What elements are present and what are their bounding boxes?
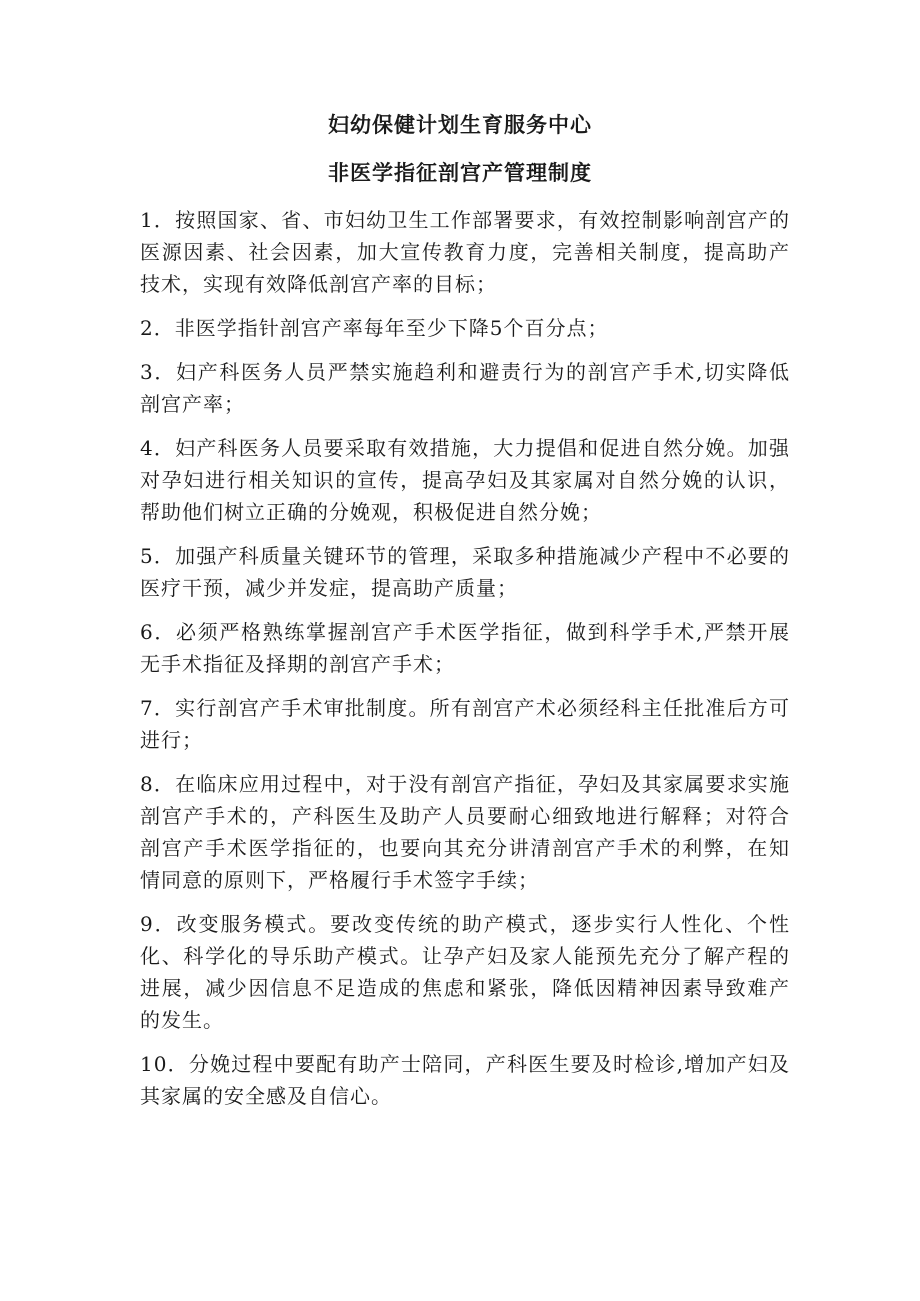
regulation-item-9: 9．改变服务模式。要改变传统的助产模式，逐步实行人性化、个性化、科学化的导乐助产模式。让孕产妇及家人能预先充分了解产程的进展，减少因信息不足造成的焦虑和紧张，降低因精神因素导致难产的发生。	[140, 912, 790, 1032]
regulation-item-2: 2．非医学指针剖宫产率每年至少下降5个百分点；	[140, 316, 609, 340]
regulation-item-8: 8．在临床应用过程中，对于没有剖宫产指征，孕妇及其家属要求实施剖宫产手术的，产科医生及助产人员要耐心细致地进行解释；对符合剖宫产手术医学指征的，也要向其充分讲清剖宫产手术的利弊，在知情同意的原则下，严格履行手术签字手续；	[140, 772, 790, 892]
document-title: 非医学指征剖宫产管理制度	[328, 161, 592, 185]
regulation-item-6: 6．必须严格熟练掌握剖宫产手术医学指征，做到科学手术,严禁开展无手术指征及择期的剖宫产手术；	[140, 620, 790, 676]
regulation-item-3: 3．妇产科医务人员严禁实施趋利和避责行为的剖宫产手术,切实降低剖宫产率；	[140, 360, 790, 416]
regulation-item-7: 7．实行剖宫产手术审批制度。所有剖宫产术必须经科主任批准后方可进行；	[140, 696, 790, 752]
regulation-item-4: 4．妇产科医务人员要采取有效措施，大力提倡和促进自然分娩。加强对孕妇进行相关知识的宣传，提高孕妇及其家属对自然分娩的认识，帮助他们树立正确的分娩观，积极促进自然分娩；	[140, 436, 790, 524]
regulation-list	[140, 204, 790, 1124]
organization-title: 妇幼保健计划生育服务中心	[328, 113, 592, 137]
regulation-item-1: 1．按照国家、省、市妇幼卫生工作部署要求，有效控制影响剖宫产的医源因素、社会因素，加大宣传教育力度，完善相关制度，提高助产技术，实现有效降低剖宫产率的目标；	[140, 208, 790, 296]
regulation-item-5: 5．加强产科质量关键环节的管理，采取多种措施减少产程中不必要的医疗干预，减少并发症，提高助产质量；	[140, 544, 790, 600]
regulation-item-10: 10．分娩过程中要配有助产士陪同，产科医生要及时检诊,增加产妇及其家属的安全感及自信心。	[140, 1052, 790, 1108]
